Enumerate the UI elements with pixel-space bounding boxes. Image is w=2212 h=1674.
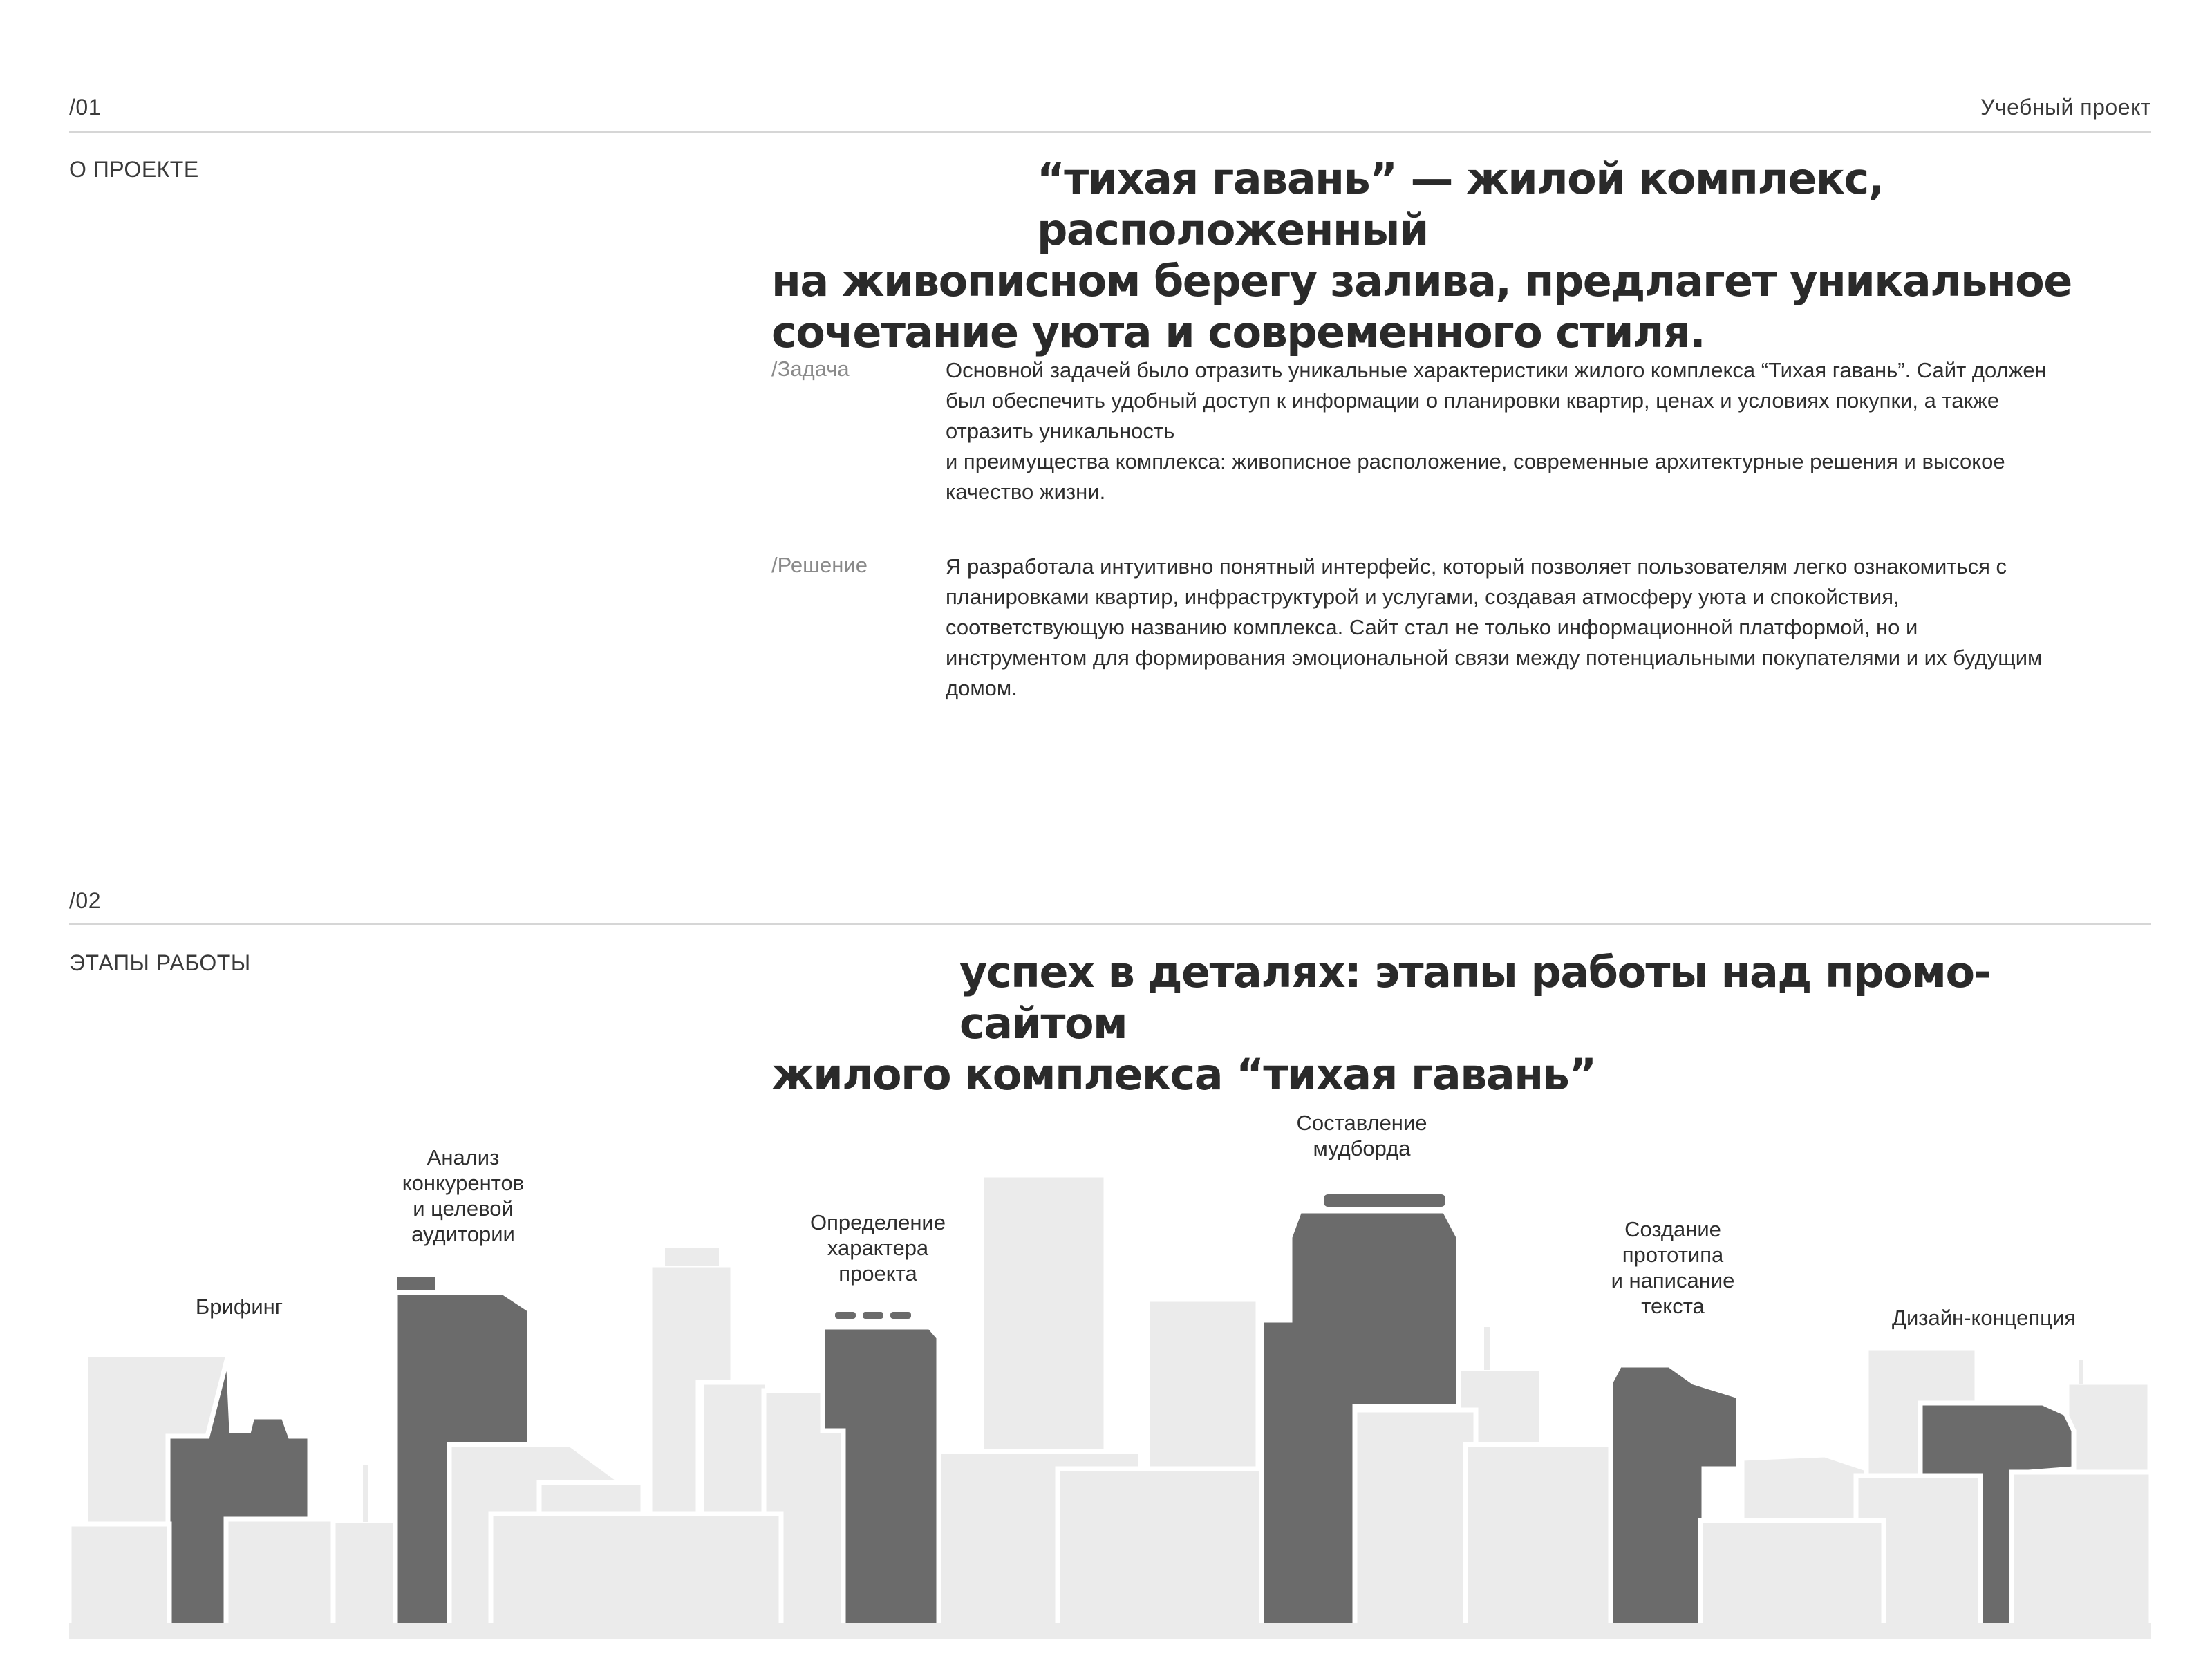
solution-label: /Решение [771, 553, 868, 577]
building [1465, 1445, 1621, 1638]
stage-label-prototype [1569, 1216, 1777, 1319]
building [1700, 1521, 1884, 1638]
stage-label-line: Составление [1296, 1111, 1427, 1135]
roof-detail [1324, 1194, 1445, 1207]
building [1058, 1469, 1262, 1638]
roof-detail [890, 1312, 911, 1319]
headline-line: сочетание уюта и современного стиля. [771, 307, 1705, 357]
antenna [1484, 1327, 1490, 1370]
task-label: /Задача [771, 357, 850, 381]
antenna [2079, 1360, 2083, 1384]
headline-line: на живописном берегу залива, предлагет уникальное [771, 256, 2072, 306]
task-line: отразить уникальность [946, 419, 1175, 443]
task-line: и преимущества комплекса: живописное расположение, современные архитектурные решения и высокое [946, 449, 2005, 473]
ground [69, 1623, 2151, 1639]
task-line: качество жизни. [946, 480, 1106, 504]
task-line: Основной задачей было отразить уникальные характеристики жилого комплекса “Тихая гавань”. Сайт должен [946, 358, 2047, 382]
headline-line: успех в деталях: этапы работы над промо-сайтом [959, 947, 1991, 1048]
building-roof [665, 1248, 719, 1266]
stage-label-line: Анализ [427, 1145, 500, 1169]
stage-label-character [774, 1210, 982, 1286]
stage-label-analysis [366, 1145, 560, 1247]
roof-detail [863, 1312, 883, 1319]
headline-line: “тихая гавань” — жилой комплекс, расположенный [1037, 153, 1884, 255]
stage-label-line: прототипа [1622, 1243, 1724, 1267]
stage-label-line: Определение [809, 1210, 946, 1234]
roof-detail [835, 1312, 856, 1319]
solution-line: инструментом для формирования эмоциональной связи между потенциальными покупателями и их будущим [946, 646, 2043, 670]
stage-label-line: проекта [838, 1261, 917, 1286]
section-number: /02 [69, 888, 101, 913]
stage-label-line: текста [1641, 1294, 1705, 1318]
section-title: О ПРОЕКТЕ [69, 157, 199, 182]
stage-label-line: Создание [1624, 1217, 1721, 1241]
roof-detail [397, 1277, 435, 1291]
section-number: /01 [69, 95, 101, 120]
stage-label-design-concept [1853, 1305, 2115, 1330]
stage-label-moodboard [1258, 1110, 1465, 1161]
building [1742, 1455, 1866, 1527]
building [491, 1514, 781, 1638]
building [69, 1524, 169, 1638]
stage-label-line: аудитории [411, 1222, 515, 1246]
stage-label-line: и целевой [413, 1196, 514, 1221]
building [2012, 1472, 2151, 1638]
headline-line: жилого комплекса “тихая гавань” [771, 1049, 1596, 1100]
project-type-label: Учебный проект [1980, 95, 2151, 120]
solution-line: соответствующую названию комплекса. Сайт стал не только информационной платформой, но и [946, 615, 1918, 639]
stage-label-line: Дизайн-концепция [1891, 1306, 2077, 1330]
stage-label-line: конкурентов [402, 1171, 525, 1195]
stage-label-line: мудборда [1313, 1136, 1411, 1160]
section-title: ЭТАПЫ РАБОТЫ [69, 950, 251, 975]
task-line: был обеспечить удобный доступ к информации о планировки квартир, ценах и условиях покупки, а также [946, 388, 2000, 413]
solution-line: планировками квартир, инфраструктурой и услугами, создавая атмосферу уюта и спокойствия, [946, 585, 1900, 609]
building [1351, 1410, 1476, 1638]
solution-line: домом. [946, 676, 1018, 700]
stage-label-line: и написание [1611, 1268, 1735, 1292]
building [226, 1519, 333, 1638]
stage-label-line: характера [827, 1236, 929, 1260]
stage-label-line: Брифинг [195, 1295, 283, 1319]
stage-label-briefing [163, 1294, 315, 1319]
solution-line: Я разработала интуитивно понятный интерфейс, который позволяет пользователям легко ознакомиться с [946, 554, 2007, 579]
antenna [363, 1465, 368, 1522]
